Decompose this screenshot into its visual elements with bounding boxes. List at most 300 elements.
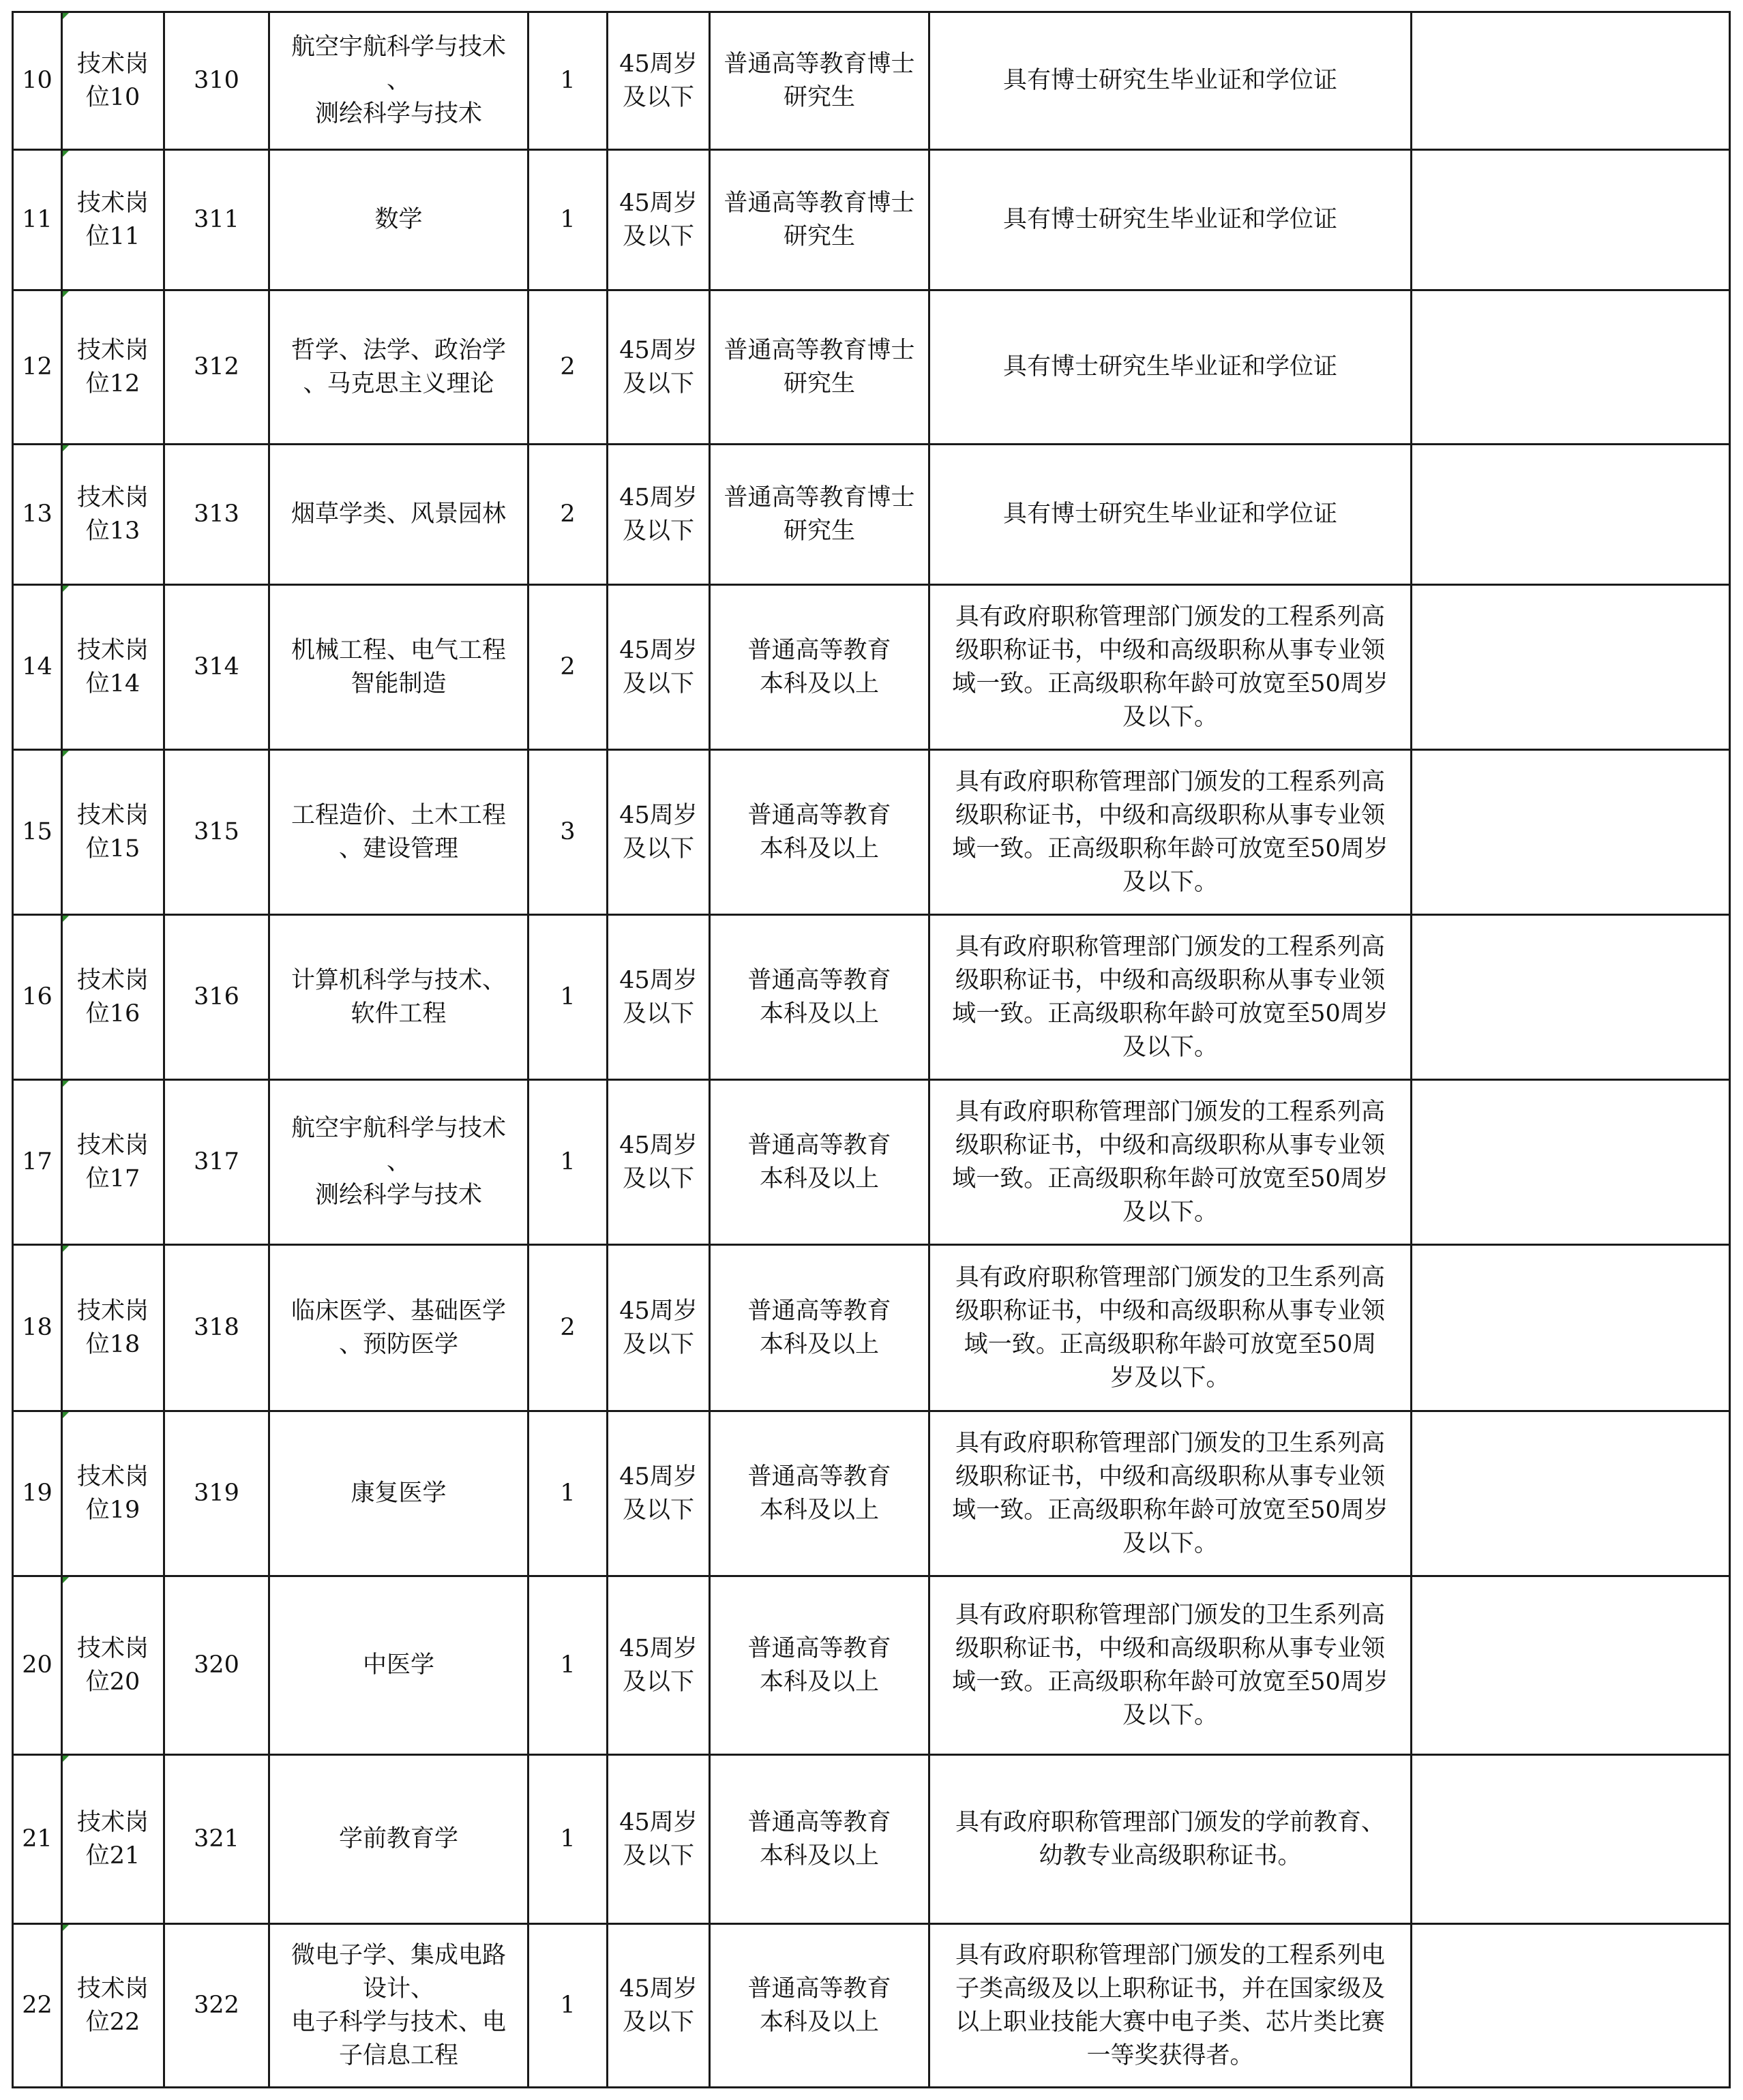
cell-major bbox=[269, 915, 528, 1080]
cell-education-line: 本科及以上 bbox=[759, 670, 879, 698]
cell-serial-number-text: 16 bbox=[22, 983, 53, 1010]
cell-headcount-text: 1 bbox=[560, 1148, 576, 1175]
cell-age-limit bbox=[608, 12, 710, 150]
cell-requirement-line: 具有博士研究生毕业证和学位证 bbox=[1002, 67, 1337, 94]
cell-serial-number bbox=[13, 1411, 62, 1576]
cell-major-line: 微电子学、集成电路 bbox=[290, 1941, 506, 1969]
cell-headcount-text: 2 bbox=[560, 1314, 576, 1341]
table-row bbox=[13, 12, 1730, 150]
cell-education bbox=[710, 1755, 929, 1924]
cell-requirement-line: 幼教专业高级职称证书。 bbox=[1039, 1842, 1302, 1870]
cell-age-limit-line: 45周岁 bbox=[619, 336, 698, 364]
cell-age-limit bbox=[608, 1755, 710, 1924]
cell-major-line: 软件工程 bbox=[351, 1000, 447, 1028]
cell-post-name bbox=[62, 1755, 164, 1924]
cell-post-code-text: 319 bbox=[194, 1480, 239, 1507]
cell-post-name bbox=[62, 750, 164, 915]
cell-post-name-line: 位19 bbox=[85, 1496, 140, 1524]
cell-requirement bbox=[929, 1755, 1412, 1924]
cell-serial-number-text: 10 bbox=[22, 67, 53, 94]
cell-headcount-text: 1 bbox=[560, 1651, 576, 1679]
cell-headcount bbox=[528, 150, 608, 290]
cell-post-code bbox=[164, 1576, 269, 1755]
cell-major-line: 康复医学 bbox=[351, 1480, 447, 1507]
cell-major-line: 数学 bbox=[374, 206, 423, 233]
cell-requirement bbox=[929, 290, 1412, 445]
cell-post-name-line: 技术岗 bbox=[76, 966, 149, 994]
cell-age-limit bbox=[608, 585, 710, 750]
cell-remark bbox=[1412, 1080, 1730, 1245]
table-row bbox=[13, 1080, 1730, 1245]
cell-education-line: 本科及以上 bbox=[759, 835, 879, 862]
cell-comment-marker bbox=[63, 151, 69, 157]
cell-comment-marker bbox=[63, 1081, 69, 1087]
cell-requirement bbox=[929, 1924, 1412, 2088]
cell-serial-number bbox=[13, 1755, 62, 1924]
cell-remark bbox=[1412, 915, 1730, 1080]
cell-education bbox=[710, 750, 929, 915]
cell-post-name bbox=[62, 1080, 164, 1245]
cell-education-line: 本科及以上 bbox=[759, 1668, 879, 1696]
cell-comment-marker bbox=[63, 1412, 69, 1418]
cell-post-name-line: 位11 bbox=[85, 222, 140, 250]
cell-education-line: 普通高等教育 bbox=[747, 1462, 891, 1490]
cell-headcount bbox=[528, 1080, 608, 1245]
cell-education-line: 研究生 bbox=[783, 517, 855, 545]
cell-education-line: 研究生 bbox=[783, 370, 855, 397]
cell-remark bbox=[1412, 150, 1730, 290]
cell-education-line: 普通高等教育 bbox=[747, 1297, 891, 1325]
cell-post-name bbox=[62, 12, 164, 150]
cell-serial-number bbox=[13, 585, 62, 750]
cell-education-line: 本科及以上 bbox=[759, 1330, 879, 1358]
cell-requirement-line: 具有政府职称管理部门颁发的工程系列电 bbox=[955, 1941, 1385, 1969]
cell-headcount bbox=[528, 445, 608, 585]
cell-post-name-line: 位16 bbox=[85, 1000, 140, 1028]
cell-post-code bbox=[164, 290, 269, 445]
cell-age-limit bbox=[608, 1924, 710, 2088]
table-row bbox=[13, 750, 1730, 915]
cell-age-limit bbox=[608, 750, 710, 915]
cell-remark bbox=[1412, 750, 1730, 915]
table-row bbox=[13, 1924, 1730, 2088]
cell-education bbox=[710, 1924, 929, 2088]
cell-headcount-text: 2 bbox=[560, 353, 576, 380]
cell-age-limit-line: 45周岁 bbox=[619, 1975, 698, 2002]
cell-major-line: 航空宇航科学与技术 bbox=[290, 1115, 506, 1142]
cell-major-line: 电子科学与技术、电 bbox=[290, 2008, 506, 2036]
cell-education-line: 普通高等教育 bbox=[747, 966, 891, 994]
cell-headcount bbox=[528, 585, 608, 750]
cell-serial-number bbox=[13, 445, 62, 585]
cell-post-code bbox=[164, 1245, 269, 1411]
cell-age-limit-line: 及以下 bbox=[622, 83, 694, 111]
cell-major bbox=[269, 1924, 528, 2088]
cell-post-name-line: 位12 bbox=[85, 370, 140, 397]
cell-post-name-line: 技术岗 bbox=[76, 636, 149, 664]
cell-age-limit-line: 及以下 bbox=[622, 2008, 694, 2036]
cell-age-limit-line: 及以下 bbox=[622, 1496, 694, 1524]
cell-requirement-line: 域一致。正高级职称年龄可放宽至50周 bbox=[964, 1330, 1377, 1358]
cell-requirement-line: 域一致。正高级职称年龄可放宽至50周岁 bbox=[952, 1496, 1388, 1524]
cell-serial-number bbox=[13, 1924, 62, 2088]
cell-education bbox=[710, 1245, 929, 1411]
cell-post-name bbox=[62, 915, 164, 1080]
cell-age-limit bbox=[608, 1411, 710, 1576]
cell-requirement-line: 具有博士研究生毕业证和学位证 bbox=[1002, 206, 1337, 233]
cell-major bbox=[269, 290, 528, 445]
cell-remark bbox=[1412, 290, 1730, 445]
cell-requirement-line: 级职称证书，中级和高级职称从事专业领 bbox=[955, 1462, 1385, 1490]
cell-education-line: 普通高等教育博士 bbox=[724, 483, 915, 511]
cell-post-name-line: 技术岗 bbox=[76, 483, 149, 511]
cell-age-limit-line: 及以下 bbox=[622, 670, 694, 698]
cell-age-limit-line: 45周岁 bbox=[619, 801, 698, 829]
cell-requirement-line: 级职称证书，中级和高级职称从事专业领 bbox=[955, 1634, 1385, 1662]
cell-education bbox=[710, 445, 929, 585]
cell-headcount-text: 2 bbox=[560, 500, 576, 528]
cell-requirement-line: 域一致。正高级职称年龄可放宽至50周岁 bbox=[952, 1668, 1388, 1696]
table-row bbox=[13, 445, 1730, 585]
cell-requirement bbox=[929, 915, 1412, 1080]
cell-post-name-line: 技术岗 bbox=[76, 189, 149, 217]
cell-age-limit-line: 及以下 bbox=[622, 222, 694, 250]
cell-requirement bbox=[929, 150, 1412, 290]
cell-remark bbox=[1412, 1576, 1730, 1755]
cell-major-line: 子信息工程 bbox=[338, 2041, 458, 2069]
table-row bbox=[13, 1245, 1730, 1411]
cell-requirement-line: 子类高级及以上职称证书，并在国家级及 bbox=[955, 1975, 1385, 2002]
cell-education bbox=[710, 12, 929, 150]
cell-age-limit-line: 及以下 bbox=[622, 1000, 694, 1028]
cell-serial-number-text: 17 bbox=[22, 1148, 53, 1175]
cell-remark bbox=[1412, 1924, 1730, 2088]
cell-post-code-text: 312 bbox=[194, 353, 239, 380]
cell-requirement bbox=[929, 1080, 1412, 1245]
cell-serial-number-text: 13 bbox=[22, 500, 53, 528]
cell-headcount-text: 1 bbox=[560, 206, 576, 233]
cell-post-name-line: 位21 bbox=[85, 1842, 140, 1870]
cell-requirement-line: 具有政府职称管理部门颁发的工程系列高 bbox=[955, 603, 1385, 631]
cell-major bbox=[269, 1411, 528, 1576]
cell-requirement-line: 级职称证书，中级和高级职称从事专业领 bbox=[955, 1131, 1385, 1159]
cell-post-name-line: 技术岗 bbox=[76, 1975, 149, 2002]
cell-requirement-line: 具有政府职称管理部门颁发的卫生系列高 bbox=[955, 1601, 1385, 1629]
table-row bbox=[13, 1411, 1730, 1576]
cell-major-line: 烟草学类、风景园林 bbox=[290, 500, 506, 528]
cell-requirement bbox=[929, 1245, 1412, 1411]
cell-age-limit-line: 45周岁 bbox=[619, 1462, 698, 1490]
cell-post-code-text: 320 bbox=[194, 1651, 239, 1679]
cell-requirement-line: 级职称证书，中级和高级职称从事专业领 bbox=[955, 966, 1385, 994]
cell-headcount-text: 1 bbox=[560, 67, 576, 94]
cell-post-name bbox=[62, 1576, 164, 1755]
cell-headcount-text: 2 bbox=[560, 653, 576, 680]
cell-requirement bbox=[929, 12, 1412, 150]
cell-education-line: 研究生 bbox=[783, 222, 855, 250]
cell-post-name-line: 位13 bbox=[85, 517, 140, 545]
cell-comment-marker bbox=[63, 1246, 69, 1252]
cell-comment-marker bbox=[63, 751, 69, 757]
cell-comment-marker bbox=[63, 916, 69, 922]
cell-post-name bbox=[62, 1411, 164, 1576]
cell-major bbox=[269, 1245, 528, 1411]
cell-post-code bbox=[164, 750, 269, 915]
cell-requirement-line: 及以下。 bbox=[1122, 868, 1218, 896]
cell-requirement-line: 具有政府职称管理部门颁发的学前教育、 bbox=[955, 1808, 1385, 1836]
cell-comment-marker bbox=[63, 1577, 69, 1583]
cell-remark bbox=[1412, 1411, 1730, 1576]
cell-serial-number-text: 22 bbox=[22, 1992, 53, 2019]
cell-education-line: 研究生 bbox=[783, 83, 855, 111]
cell-requirement-line: 及以下。 bbox=[1122, 703, 1218, 731]
cell-requirement bbox=[929, 1576, 1412, 1755]
cell-age-limit-line: 45周岁 bbox=[619, 50, 698, 78]
cell-post-name-line: 位22 bbox=[85, 2008, 140, 2036]
cell-post-code bbox=[164, 585, 269, 750]
cell-headcount-text: 1 bbox=[560, 983, 576, 1010]
cell-major-line: 、 bbox=[386, 67, 411, 94]
cell-post-name bbox=[62, 1924, 164, 2088]
cell-serial-number-text: 18 bbox=[22, 1314, 53, 1341]
cell-age-limit-line: 45周岁 bbox=[619, 1297, 698, 1325]
cell-requirement-line: 具有博士研究生毕业证和学位证 bbox=[1002, 353, 1337, 380]
cell-remark bbox=[1412, 1755, 1730, 1924]
cell-major-line: 机械工程、电气工程 bbox=[290, 636, 506, 664]
cell-post-name-line: 技术岗 bbox=[76, 1808, 149, 1836]
cell-age-limit bbox=[608, 1576, 710, 1755]
cell-post-name bbox=[62, 150, 164, 290]
cell-post-name bbox=[62, 585, 164, 750]
cell-post-code-text: 313 bbox=[194, 500, 239, 528]
cell-headcount-text: 1 bbox=[560, 1825, 576, 1852]
cell-education bbox=[710, 1576, 929, 1755]
cell-serial-number-text: 20 bbox=[22, 1651, 53, 1679]
cell-age-limit-line: 45周岁 bbox=[619, 1808, 698, 1836]
cell-requirement-line: 具有政府职称管理部门颁发的工程系列高 bbox=[955, 1098, 1385, 1126]
cell-major bbox=[269, 1080, 528, 1245]
recruitment-table bbox=[12, 11, 1731, 2088]
cell-major bbox=[269, 750, 528, 915]
cell-education-line: 普通高等教育博士 bbox=[724, 189, 915, 217]
cell-major-line: 设计、 bbox=[362, 1975, 434, 2002]
cell-major bbox=[269, 1576, 528, 1755]
cell-education bbox=[710, 290, 929, 445]
cell-requirement-line: 级职称证书，中级和高级职称从事专业领 bbox=[955, 1297, 1385, 1325]
cell-post-name bbox=[62, 445, 164, 585]
cell-headcount bbox=[528, 1576, 608, 1755]
cell-major bbox=[269, 12, 528, 150]
cell-age-limit-line: 45周岁 bbox=[619, 966, 698, 994]
cell-requirement-line: 具有博士研究生毕业证和学位证 bbox=[1002, 500, 1337, 528]
cell-requirement bbox=[929, 1411, 1412, 1576]
cell-requirement bbox=[929, 445, 1412, 585]
cell-remark bbox=[1412, 445, 1730, 585]
cell-education-line: 普通高等教育 bbox=[747, 1808, 891, 1836]
cell-post-name-line: 技术岗 bbox=[76, 1131, 149, 1159]
cell-major-line: 临床医学、基础医学 bbox=[290, 1297, 506, 1325]
cell-post-code-text: 315 bbox=[194, 818, 239, 845]
cell-requirement-line: 岁及以下。 bbox=[1110, 1364, 1230, 1392]
cell-headcount-text: 1 bbox=[560, 1992, 576, 2019]
cell-requirement-line: 及以下。 bbox=[1122, 1198, 1218, 1226]
cell-comment-marker bbox=[63, 445, 69, 451]
table-row bbox=[13, 1755, 1730, 1924]
cell-major-line: 工程造价、土木工程 bbox=[290, 801, 506, 829]
cell-comment-marker bbox=[63, 586, 69, 592]
cell-headcount bbox=[528, 1411, 608, 1576]
cell-comment-marker bbox=[63, 13, 69, 19]
cell-post-name-line: 位17 bbox=[85, 1165, 140, 1192]
cell-requirement-line: 具有政府职称管理部门颁发的工程系列高 bbox=[955, 768, 1385, 796]
cell-requirement-line: 及以下。 bbox=[1122, 1529, 1218, 1557]
cell-requirement-line: 及以下。 bbox=[1122, 1033, 1218, 1061]
cell-age-limit-line: 45周岁 bbox=[619, 1634, 698, 1662]
cell-post-name bbox=[62, 290, 164, 445]
cell-remark bbox=[1412, 1245, 1730, 1411]
cell-major bbox=[269, 150, 528, 290]
cell-serial-number-text: 11 bbox=[22, 206, 53, 233]
cell-headcount bbox=[528, 1755, 608, 1924]
table-row bbox=[13, 915, 1730, 1080]
cell-education bbox=[710, 1080, 929, 1245]
cell-age-limit-line: 及以下 bbox=[622, 1165, 694, 1192]
cell-post-code bbox=[164, 12, 269, 150]
cell-serial-number bbox=[13, 915, 62, 1080]
cell-age-limit bbox=[608, 445, 710, 585]
cell-major-line: 测绘科学与技术 bbox=[314, 1182, 482, 1209]
cell-serial-number bbox=[13, 290, 62, 445]
table-row bbox=[13, 1576, 1730, 1755]
cell-headcount-text: 1 bbox=[560, 1480, 576, 1507]
cell-post-code-text: 322 bbox=[194, 1992, 239, 2019]
cell-post-code bbox=[164, 150, 269, 290]
cell-post-name-line: 技术岗 bbox=[76, 1634, 149, 1662]
cell-requirement-line: 及以下。 bbox=[1122, 1701, 1218, 1729]
cell-serial-number bbox=[13, 1080, 62, 1245]
cell-serial-number bbox=[13, 1576, 62, 1755]
cell-serial-number bbox=[13, 1245, 62, 1411]
cell-requirement-line: 具有政府职称管理部门颁发的工程系列高 bbox=[955, 933, 1385, 961]
cell-post-code-text: 318 bbox=[194, 1314, 239, 1341]
cell-age-limit bbox=[608, 915, 710, 1080]
cell-post-name-line: 位18 bbox=[85, 1330, 140, 1358]
cell-requirement-line: 一等奖获得者。 bbox=[1086, 2041, 1254, 2069]
cell-education-line: 普通高等教育博士 bbox=[724, 336, 915, 364]
cell-headcount bbox=[528, 915, 608, 1080]
cell-comment-marker bbox=[63, 1925, 69, 1931]
cell-serial-number-text: 15 bbox=[22, 818, 53, 845]
cell-education bbox=[710, 1411, 929, 1576]
table-row bbox=[13, 290, 1730, 445]
cell-education bbox=[710, 150, 929, 290]
cell-serial-number bbox=[13, 12, 62, 150]
cell-major-line: 、马克思主义理论 bbox=[303, 370, 494, 397]
cell-headcount bbox=[528, 1924, 608, 2088]
cell-remark bbox=[1412, 585, 1730, 750]
cell-post-name-line: 位10 bbox=[85, 83, 140, 111]
cell-age-limit-line: 及以下 bbox=[622, 835, 694, 862]
cell-education-line: 本科及以上 bbox=[759, 1000, 879, 1028]
cell-post-code-text: 321 bbox=[194, 1825, 239, 1852]
cell-major-line: 、预防医学 bbox=[338, 1330, 458, 1358]
cell-education-line: 普通高等教育博士 bbox=[724, 50, 915, 78]
cell-major-line: 计算机科学与技术、 bbox=[290, 966, 506, 994]
cell-age-limit-line: 45周岁 bbox=[619, 636, 698, 664]
cell-requirement-line: 域一致。正高级职称年龄可放宽至50周岁 bbox=[952, 835, 1388, 862]
cell-age-limit bbox=[608, 150, 710, 290]
table-row bbox=[13, 585, 1730, 750]
cell-major bbox=[269, 445, 528, 585]
cell-post-name-line: 技术岗 bbox=[76, 1297, 149, 1325]
cell-age-limit-line: 45周岁 bbox=[619, 189, 698, 217]
cell-headcount bbox=[528, 290, 608, 445]
cell-serial-number-text: 21 bbox=[22, 1825, 53, 1852]
cell-major-line: 中医学 bbox=[362, 1651, 434, 1679]
cell-requirement-line: 域一致。正高级职称年龄可放宽至50周岁 bbox=[952, 670, 1388, 698]
cell-post-code bbox=[164, 1755, 269, 1924]
cell-post-name-line: 技术岗 bbox=[76, 50, 149, 78]
cell-serial-number-text: 14 bbox=[22, 653, 53, 680]
cell-age-limit-line: 及以下 bbox=[622, 1668, 694, 1696]
cell-serial-number-text: 12 bbox=[22, 353, 53, 380]
cell-post-code-text: 310 bbox=[194, 67, 239, 94]
cell-comment-marker bbox=[63, 291, 69, 297]
cell-age-limit bbox=[608, 290, 710, 445]
cell-education bbox=[710, 585, 929, 750]
table-row bbox=[13, 150, 1730, 290]
cell-age-limit-line: 45周岁 bbox=[619, 1131, 698, 1159]
cell-major bbox=[269, 1755, 528, 1924]
cell-post-code-text: 311 bbox=[194, 206, 239, 233]
cell-comment-marker bbox=[63, 1756, 69, 1762]
cell-major-line: 航空宇航科学与技术 bbox=[290, 33, 506, 61]
cell-education-line: 本科及以上 bbox=[759, 1165, 879, 1192]
cell-serial-number bbox=[13, 750, 62, 915]
cell-post-name-line: 位20 bbox=[85, 1668, 140, 1696]
cell-post-code bbox=[164, 445, 269, 585]
cell-post-code bbox=[164, 1080, 269, 1245]
cell-post-name-line: 技术岗 bbox=[76, 801, 149, 829]
cell-requirement bbox=[929, 585, 1412, 750]
cell-major-line: 测绘科学与技术 bbox=[314, 100, 482, 127]
cell-major bbox=[269, 585, 528, 750]
cell-requirement-line: 级职称证书，中级和高级职称从事专业领 bbox=[955, 636, 1385, 664]
cell-education-line: 普通高等教育 bbox=[747, 1975, 891, 2002]
cell-education-line: 本科及以上 bbox=[759, 1842, 879, 1870]
cell-post-name bbox=[62, 1245, 164, 1411]
cell-remark bbox=[1412, 12, 1730, 150]
cell-post-code bbox=[164, 1411, 269, 1576]
cell-headcount-text: 3 bbox=[560, 818, 576, 845]
cell-education-line: 本科及以上 bbox=[759, 2008, 879, 2036]
cell-major-line: 学前教育学 bbox=[338, 1825, 458, 1852]
table-body bbox=[13, 12, 1730, 2088]
cell-requirement-line: 具有政府职称管理部门颁发的卫生系列高 bbox=[955, 1429, 1385, 1457]
cell-requirement bbox=[929, 750, 1412, 915]
cell-headcount bbox=[528, 1245, 608, 1411]
cell-requirement-line: 具有政府职称管理部门颁发的卫生系列高 bbox=[955, 1263, 1385, 1291]
cell-post-name-line: 技术岗 bbox=[76, 336, 149, 364]
cell-serial-number bbox=[13, 150, 62, 290]
cell-post-name-line: 位15 bbox=[85, 835, 140, 862]
cell-requirement-line: 域一致。正高级职称年龄可放宽至50周岁 bbox=[952, 1165, 1388, 1192]
cell-requirement-line: 级职称证书，中级和高级职称从事专业领 bbox=[955, 801, 1385, 829]
cell-post-name-line: 技术岗 bbox=[76, 1462, 149, 1490]
cell-education-line: 普通高等教育 bbox=[747, 1634, 891, 1662]
cell-education-line: 本科及以上 bbox=[759, 1496, 879, 1524]
cell-post-code-text: 314 bbox=[194, 653, 239, 680]
